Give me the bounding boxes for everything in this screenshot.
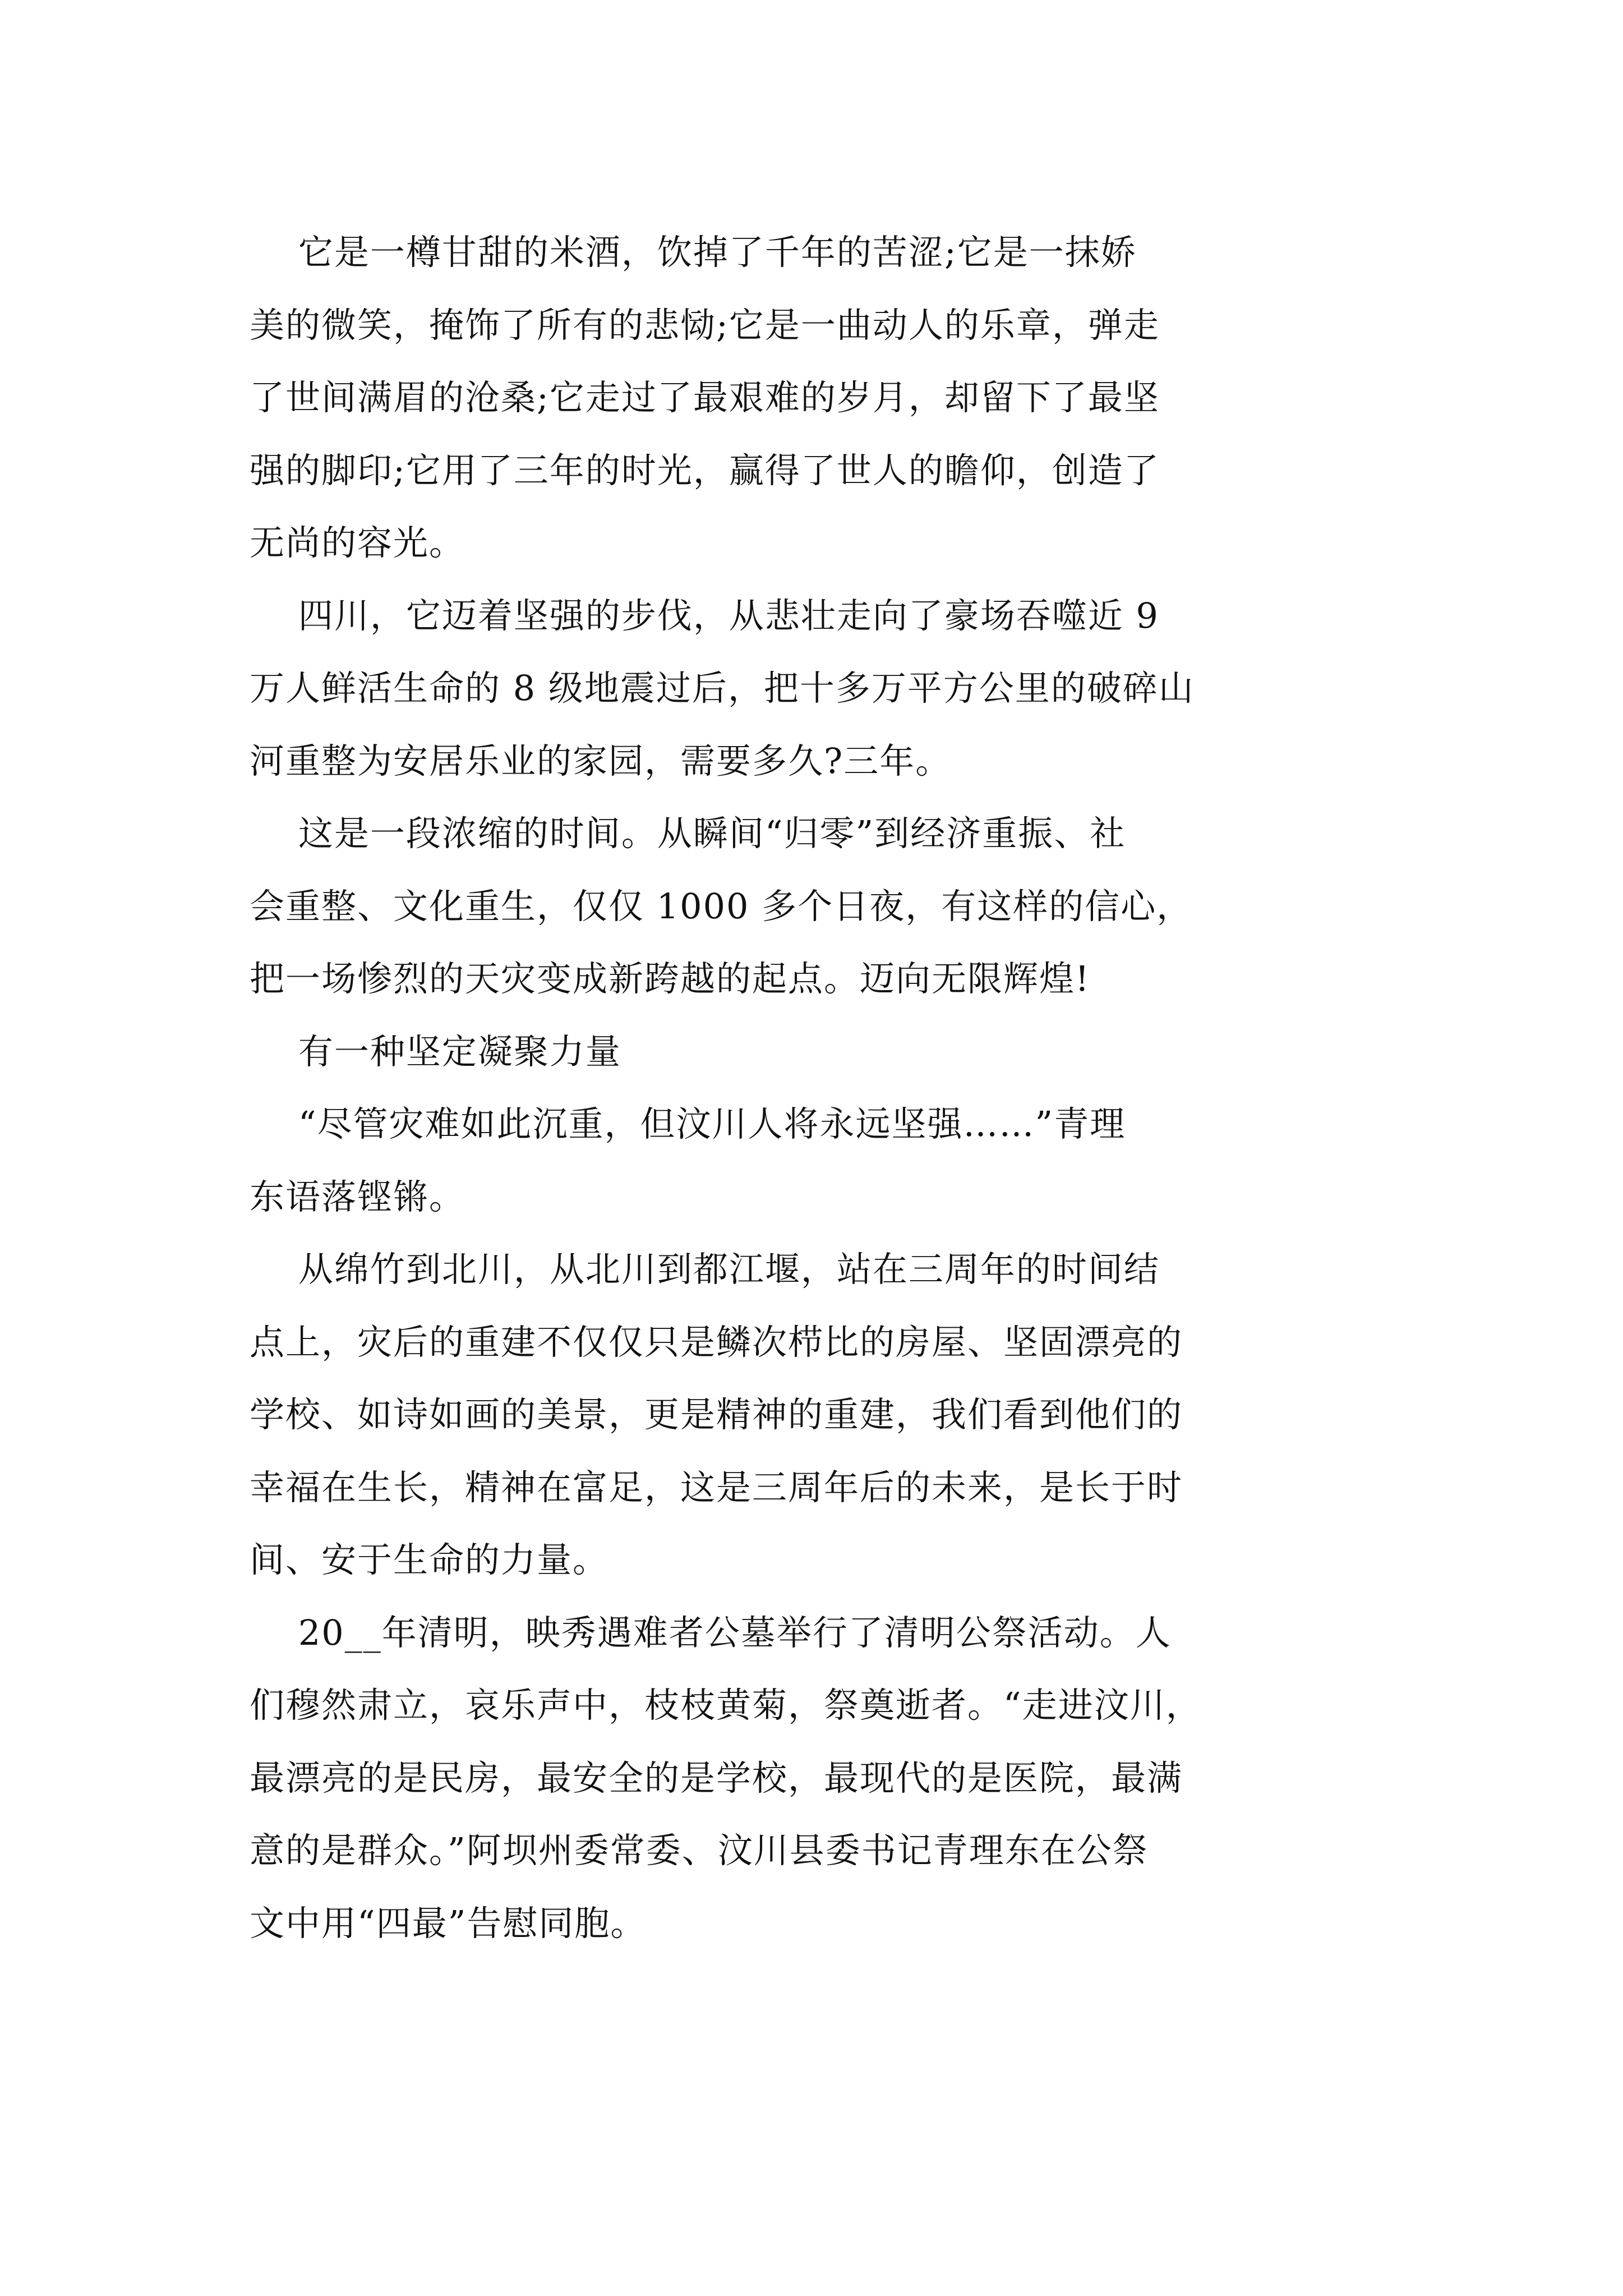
paragraph-2 (250, 579, 1382, 798)
text-line: 这是一段浓缩的时间。从瞬间“归零”到经济重振、社 (250, 813, 1126, 854)
text-line: 20__年清明，映秀遇难者公墓举行了清明公祭活动。人 (250, 1612, 1172, 1653)
text-line: 意的是群众。”阿坝州委常委、汶川县委书记青理东在公祭 (250, 1830, 1149, 1871)
text-line: 万人鲜活生命的 8 级地震过后，把十多万平方公里的破碎山 (250, 668, 1195, 708)
section-heading (250, 1015, 1382, 1088)
text-line: 点上，灾后的重建不仅仅只是鳞次栉比的房屋、坚固漂亮的 (250, 1321, 1183, 1363)
text-line: 四川，它迈着坚强的步伐，从悲壮走向了豪场吞噬近 9 (250, 595, 1159, 636)
text-line: 无尚的容光。 (250, 522, 465, 563)
document-body (250, 216, 1382, 1959)
paragraph-7 (250, 1596, 1382, 1960)
text-line: 把一场惨烈的天灾变成新跨越的起点。迈向无限辉煌! (250, 958, 1090, 999)
text-line: 从绵竹到北川，从北川到都江堰，站在三周年的时间结 (250, 1249, 1160, 1290)
text-line: 了世间满眉的沧桑;它走过了最艰难的岁月，却留下了最坚 (250, 377, 1160, 418)
text-line: 们穆然肃立，哀乐声中，枝枝黄菊，祭奠逝者。“走进汶川， (250, 1685, 1202, 1726)
text-line: 会重整、文化重生，仅仅 1000 多个日夜，有这样的信心， (250, 885, 1193, 927)
text-line: 东语落铿锵。 (250, 1176, 465, 1217)
text-line: 幸福在生长，精神在富足，这是三周年后的未来，是长于时 (250, 1466, 1183, 1508)
heading-line: 有一种坚定凝聚力量 (250, 1030, 621, 1072)
text-line: 文中用“四最”告慰同胞。 (250, 1902, 647, 1944)
paragraph-1 (250, 216, 1382, 579)
text-line: 美的微笑，掩饰了所有的悲恸;它是一曲动人的乐章，弹走 (250, 304, 1160, 346)
paragraph-6 (250, 1233, 1382, 1596)
text-line: 强的脚印;它用了三年的时光，赢得了世人的瞻仰，创造了 (250, 449, 1160, 491)
text-line: “尽管灾难如此沉重，但汶川人将永远坚强……”青理 (250, 1103, 1126, 1144)
text-line: 间、安于生命的力量。 (250, 1539, 609, 1580)
text-line: 学校、如诗如画的美景，更是精神的重建，我们看到他们的 (250, 1394, 1183, 1435)
paragraph-quote (250, 1088, 1382, 1233)
text-line: 它是一樽甘甜的米酒，饮掉了千年的苦涩;它是一抹娇 (250, 232, 1137, 273)
paragraph-3 (250, 797, 1382, 1015)
text-line: 最漂亮的是民房，最安全的是学校，最现代的是医院，最满 (250, 1757, 1183, 1798)
text-line: 河重整为安居乐业的家园，需要多久?三年。 (250, 740, 952, 781)
